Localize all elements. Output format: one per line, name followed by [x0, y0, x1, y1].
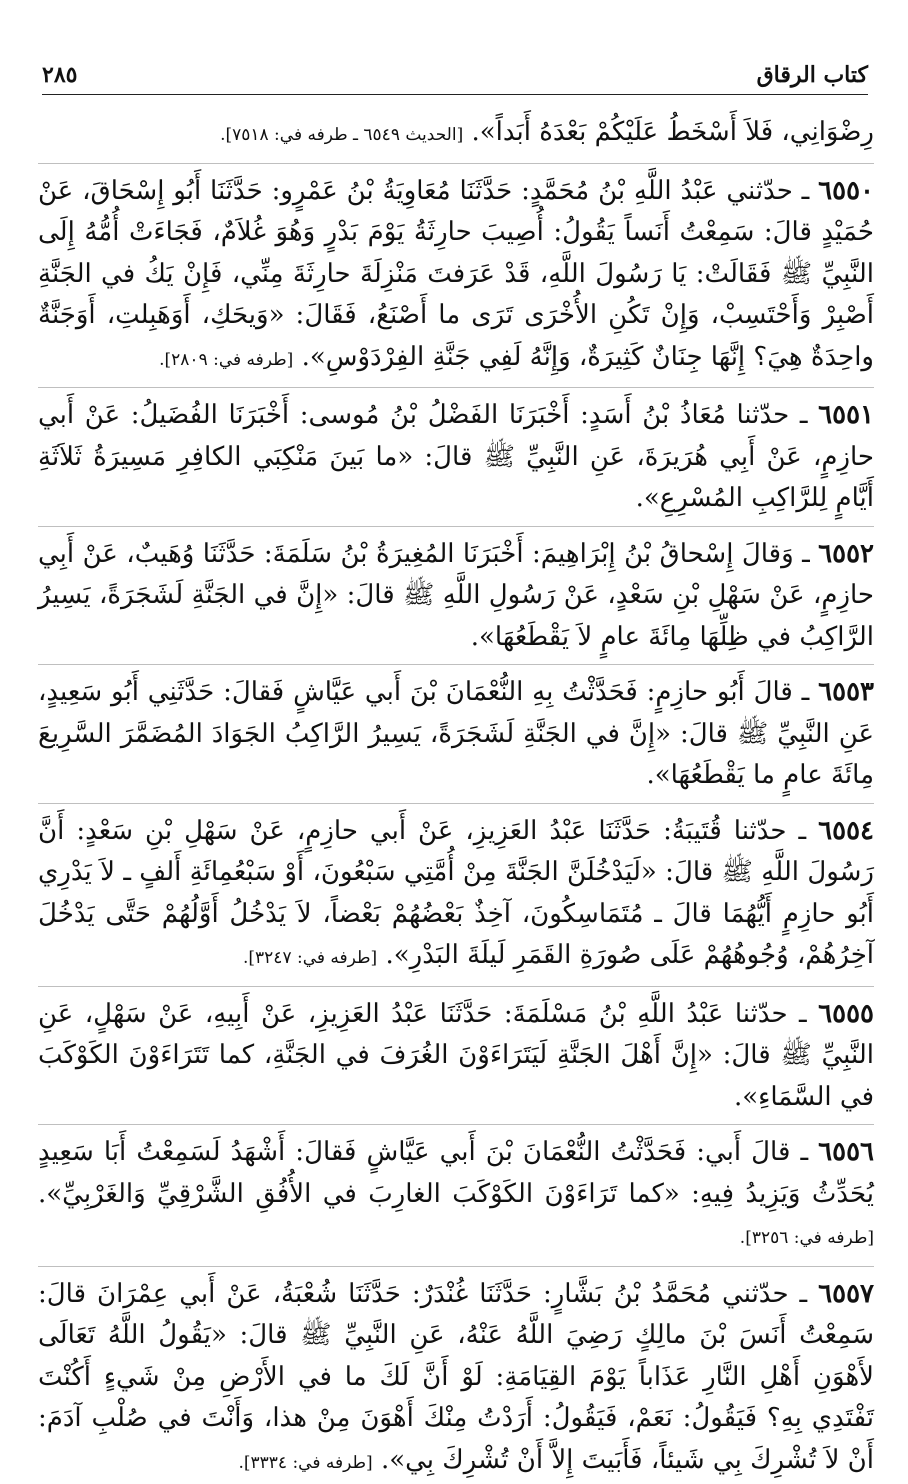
hadith-number: ٦٥٥١	[818, 400, 874, 430]
hadith-paragraph	[38, 387, 874, 520]
book-title: كتاب الرقاق	[757, 62, 868, 88]
hadith-text: ـ حدّثني مُحَمَّدُ بْنُ بَشَّارٍ: حَدَّثَنَا غُنْدَرٌ: حَدَّثَنَا شُعْبَةُ، عَنْ أَبي عِمْرَانَ قالَ: سَمِعْتُ أَنَسَ بْنَ مالِكٍ رَضِيَ اللَّهُ عَنْهُ، عَنِ النَّبِيِّ ﷺ قالَ: «يَقُولُ اللَّهُ تَعَالَى لأَهْوَنِ أَهْلِ النَّارِ عَذَاباً يَوْمَ القِيَامَةِ: لَوْ أَنَّ لَكَ ما في الأَرْضِ مِنْ شَيءٍ أَكُنْتَ تَفْتَدِي بِهِ؟ فَيَقُولُ: نَعَمْ، فَيَقُولُ: أَرَدْتُ مِنْكَ أَهْوَنَ مِنْ هذا، وَأَنْتَ في صُلْبِ آدَمَ: أَنْ لاَ تُشْرِكَ بِي شَيئاً، فَأَبَيتَ إِلاَّ أَنْ تُشْرِكَ بِي».	[38, 1279, 874, 1475]
hadith-paragraph	[38, 112, 874, 157]
hadith-number: ٦٥٥٢	[818, 539, 874, 569]
hadith-text: ـ قالَ أَبُو حازِمٍ: فَحَدَّثْتُ بِهِ النُّعْمَانَ بْنَ أَبي عَيَّاشٍ فَقالَ: حَدَّثَنِي أَبُو سَعِيدٍ، عَنِ النَّبِيِّ ﷺ قالَ: «إِنَّ في الجَنَّةِ لَشَجَرَةً، يَسِيرُ الرَّاكِبُ الجَوَادَ المُضَمَّرَ السَّرِيعَ مِائَةَ عامٍ ما يَقْطَعُهَا».	[38, 677, 874, 790]
hadith-number: ٦٥٥٦	[818, 1137, 874, 1167]
hadith-number: ٦٥٥٤	[818, 816, 874, 846]
hadith-text: ـ وَقالَ إِسْحاقُ بْنُ إِبْرَاهِيمَ: أَخْبَرَنَا المُغِيرَةُ بْنُ سَلَمَةَ: حَدَّثَنَا وُهَيبٌ، عَنْ أَبِي حازِمٍ، عَنْ سَهْلِ بْنِ سَعْدٍ، عَنْ رَسُولِ اللَّهِ ﷺ قالَ: «إِنَّ في الجَنَّةِ لَشَجَرَةً، يَسِيرُ الرَّاكِبُ في ظِلِّهَا مِائَةَ عامٍ لاَ يَقْطَعُهَا».	[38, 539, 874, 652]
header-divider	[42, 94, 868, 95]
hadith-number: ٦٥٥٧	[818, 1279, 874, 1309]
hadith-text: ـ حدّثنا عَبْدُ اللَّهِ بْنُ مَسْلَمَةَ: حَدَّثَنَا عَبْدُ العَزِيزِ، عَنْ أَبِيهِ، عَنْ سَهْلٍ، عَنِ النَّبِيِّ ﷺ قالَ: «إِنَّ أَهْلَ الجَنَّةِ لَيَتَرَاءَوْنَ الغُرَفَ في الجَنَّةِ، كما تَتَرَاءَوْنَ الكَوْكَبَ في السَّمَاءِ».	[38, 999, 874, 1112]
hadith-paragraph	[38, 1266, 874, 1484]
hadith-number: ٦٥٥٠	[818, 176, 874, 206]
hadith-reference: [طرفه في: ٣٢٤٧].	[243, 948, 377, 968]
page-number: ٢٨٥	[42, 62, 77, 88]
hadith-reference: [طرفه في: ٣٣٣٤].	[238, 1453, 372, 1473]
hadith-number: ٦٥٥٥	[818, 999, 874, 1029]
hadith-reference: [طرفه في: ٢٨٠٩].	[159, 350, 293, 370]
hadith-number: ٦٥٥٣	[818, 677, 874, 707]
hadith-text: ـ حدّثني عَبْدُ اللَّهِ بْنُ مُحَمَّدٍ: حَدَّثَنَا مُعَاوِيَةُ بْنُ عَمْرٍو: حَدَّثَنَا أَبُو إِسْحَاقَ، عَنْ حُمَيْدٍ قالَ: سَمِعْتُ أَنَساً يَقُولُ: أُصِيبَ حارِثَةُ يَوْمَ بَدْرٍ وَهُوَ غُلاَمٌ، فَجَاءَتْ أُمُّهُ إِلَى النَّبِيِّ ﷺ فَقَالَتْ: يَا رَسُولَ اللَّهِ، قَدْ عَرَفتَ مَنْزِلَةَ حارِثَةَ مِنِّي، فَإِنْ يَكُ في الجَنَّةِ أَصْبِرْ وَأَحْتَسِبْ، وَإِنْ تَكُنِ الأُخْرَى تَرَى ما أَصْنَعُ، فَقَالَ: «وَيحَكِ، أَوَهَبِلتِ، أَوَجَنَّةٌ واحِدَةٌ هِيَ؟ إِنَّهَا جِنَانٌ كَثِيرَةٌ، وَإِنَّهُ لَفِي جَنَّةِ الفِرْدَوْسِ».	[38, 176, 874, 372]
hadith-reference: [طرفه في: ٣٢٥٦].	[740, 1228, 874, 1248]
hadith-text: ـ حدّثنا قُتَيبَةُ: حَدَّثَنَا عَبْدُ العَزِيزِ، عَنْ أَبي حازِمٍ، عَنْ سَهْلِ بْنِ سَعْدٍ: أَنَّ رَسُولَ اللَّهِ ﷺ قالَ: «لَيَدْخُلَنَّ الجَنَّةَ مِنْ أُمَّتِي سَبْعُونَ، أَوْ سَبْعُمِائَةِ أَلفٍ ـ لاَ يَدْرِي أَبُو حازِمٍ أَيُّهُمَا قالَ ـ مُتَمَاسِكُونَ، آخِذٌ بَعْضُهُمْ بَعْضاً، لاَ يَدْخُلُ أَوَّلُهُمْ حَتَّى يَدْخُلَ آخِرُهُمْ، وُجُوهُهُمْ عَلَى صُورَةِ القَمَرِ لَيلَةَ البَدْرِ».	[38, 816, 874, 971]
hadith-paragraph	[38, 803, 874, 980]
hadith-paragraph	[38, 986, 874, 1119]
page-header	[42, 56, 868, 88]
hadith-text: ـ حدّثنا مُعَاذُ بْنُ أَسَدٍ: أَخْبَرَنَا الفَضْلُ بْنُ مُوسى: أَخْبَرَنَا الفُضَيلُ: عَنْ أَبي حازِمٍ، عَنْ أَبِي هُرَيرَةَ، عَنِ النَّبِيِّ ﷺ قالَ: «ما بَينَ مَنْكِبَي الكافِرِ مَسِيرَةُ ثَلاَثَةِ أَيَّامٍ لِلرَّاكِبِ المُسْرِعِ».	[38, 400, 874, 513]
hadith-text: ـ قالَ أَبي: فَحَدَّثْتُ النُّعْمَانَ بْنَ أَبي عَيَّاشٍ فَقالَ: أَشْهَدُ لَسَمِعْتُ أَبَا سَعِيدٍ يُحَدِّثُ وَيَزِيدُ فِيهِ: «كما تَرَاءَوْنَ الكَوْكَبَ الغارِبَ في الأُفُقِ الشَّرْقِيِّ وَالغَرْبِيِّ».	[38, 1137, 874, 1209]
hadith-paragraph	[38, 526, 874, 659]
hadith-reference: [الحديث ٦٥٤٩ ـ طرفه في: ٧٥١٨].	[220, 125, 463, 145]
hadith-text: رِضْوَانِي، فَلاَ أَسْخَطُ عَلَيْكُمْ بَعْدَهُ أَبَداً».	[471, 117, 874, 147]
hadith-paragraph	[38, 1124, 874, 1260]
hadith-paragraph	[38, 664, 874, 797]
page-body	[38, 112, 874, 1484]
hadith-paragraph	[38, 163, 874, 382]
